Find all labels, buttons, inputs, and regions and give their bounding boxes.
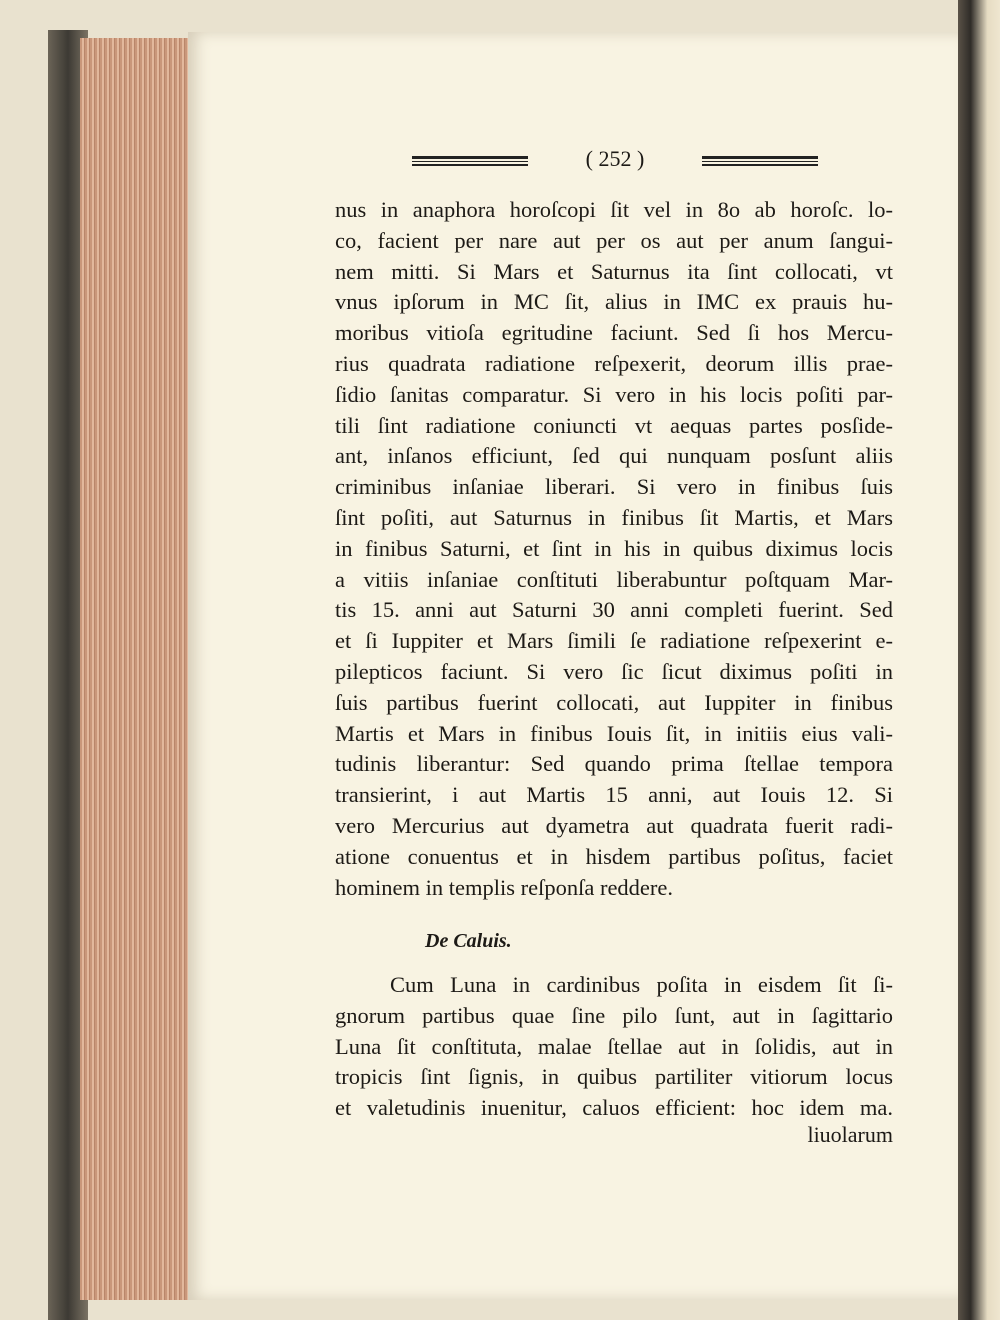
text-line: transierint, i aut Martis 15 anni, aut Iouis 12. Si — [335, 782, 893, 808]
text-line: pilepticos faciunt. Si vero ſic ſicut diximus poſiti in — [335, 658, 893, 684]
text-line: Martis et Mars in finibus Iouis ſit, in initiis eius vali- — [335, 720, 893, 746]
page-edges — [80, 38, 190, 1300]
text-line: ant, inſanos efficiunt, ſed qui nunquam posſunt aliis — [335, 443, 893, 469]
body-text — [335, 195, 893, 903]
text-line: co, facient per nare aut per os aut per anum ſangui- — [335, 227, 893, 253]
text-line: tili ſint radiatione coniuncti vt aequas partes posſide- — [335, 412, 893, 438]
text-line: ſuis partibus fuerint collocati, aut Iuppiter in finibus — [335, 689, 893, 715]
text-line: rius quadrata radiatione reſpexerit, deorum illis prae- — [335, 350, 893, 376]
text-line: nem mitti. Si Mars et Saturnus ita ſint collocati, vt — [335, 258, 893, 284]
section-heading: De Caluis. — [425, 930, 512, 952]
text-line: ſint poſiti, aut Saturnus in finibus ſit Martis, et Mars — [335, 504, 893, 530]
header-rule-right — [702, 156, 818, 166]
text-line: nus in anaphora horoſcopi ſit vel in 8o ab horoſc. lo- — [335, 197, 893, 222]
text-line: Cum Luna in cardinibus poſita in eisdem ſit ſi- — [390, 972, 893, 997]
text-line: gnorum partibus quae ſine pilo ſunt, aut in ſagittario — [335, 1002, 893, 1028]
text-line: vero Mercurius aut dyametra aut quadrata fuerit radi- — [335, 812, 893, 838]
text-line: Luna ſit conſtituta, malae ſtellae aut in ſolidis, aut in — [335, 1033, 893, 1059]
text-line: et ſi Iuppiter et Mars ſimili ſe radiatione reſpexerint e- — [335, 628, 893, 654]
text-line: a vitiis inſaniae conſtituti liberabuntur poſtquam Mar- — [335, 566, 893, 592]
text-line: ſidio ſanitas comparatur. Si vero in his locis poſiti par- — [335, 381, 893, 407]
text-line: tropicis ſint ſignis, in quibus partiliter vitiorum locus — [335, 1064, 893, 1090]
section-text — [335, 970, 893, 1124]
text-line: hominem in templis reſponſa reddere. — [335, 874, 674, 900]
text-line: tis 15. anni aut Saturni 30 anni completi fuerint. Sed — [335, 597, 893, 623]
catchword: liuolarum — [807, 1122, 893, 1147]
facing-page-gutter — [958, 0, 1000, 1320]
text-line: et valetudinis inuenitur, caluos efficient: hoc idem ma. — [335, 1095, 893, 1121]
text-line: in finibus Saturni, et ſint in his in quibus diximus locis — [335, 535, 893, 561]
text-line: vnus ipſorum in MC ſit, alius in IMC ex prauis hu- — [335, 289, 893, 315]
text-line: criminibus inſaniae liberari. Si vero in finibus ſuis — [335, 474, 893, 500]
text-line: atione conuentus et in hisdem partibus poſitus, faciet — [335, 843, 893, 869]
page-number: ( 252 ) — [585, 146, 645, 171]
text-line: moribus vitioſa egritudine faciunt. Sed ſi hos Mercu- — [335, 320, 893, 346]
running-header — [412, 148, 818, 174]
text-line: tudinis liberantur: Sed quando prima ſtellae tempora — [335, 751, 893, 777]
